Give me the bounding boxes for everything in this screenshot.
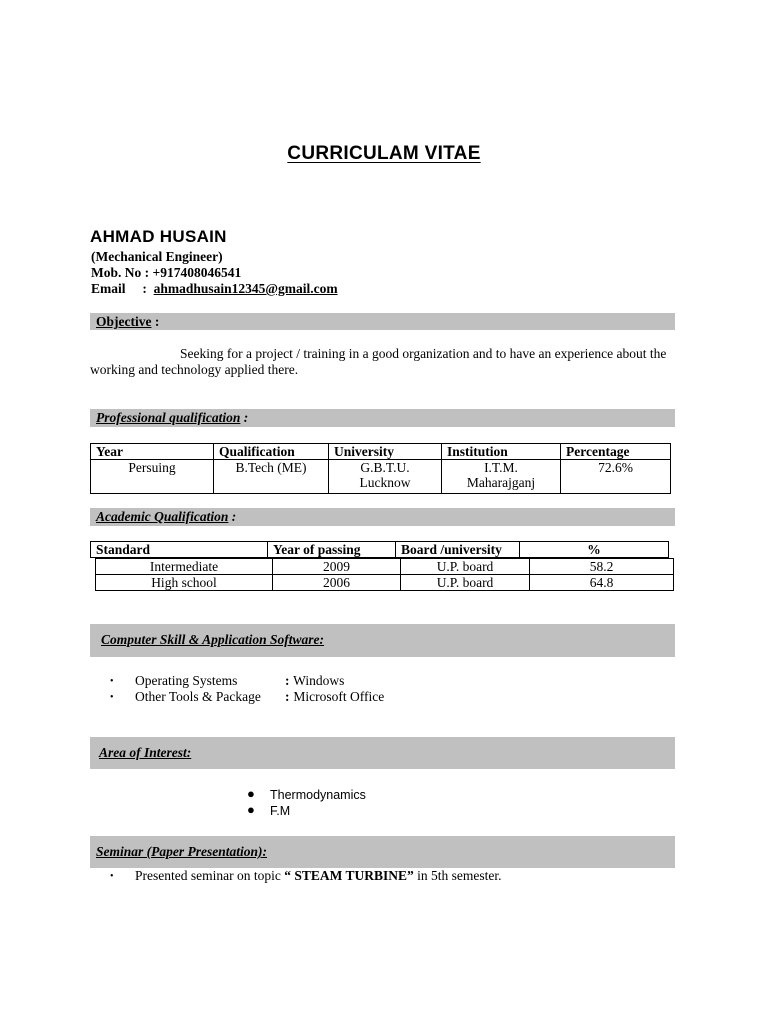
table-header-row [91,542,669,558]
col-percentage: Percentage [561,444,671,460]
academic-header-table [90,541,669,558]
table-row [96,575,674,591]
col-university: University [329,444,442,460]
cell-qualification: B.Tech (ME) [214,460,329,494]
objective-section-bar [90,313,675,330]
academic-table [95,558,674,591]
interest-list [247,787,547,819]
cell-institution: I.T.M. Maharajganj [442,460,561,494]
professional-heading [96,410,248,426]
mobile-label: Mob. No : [91,265,153,280]
cell-board: U.P. board [401,575,530,591]
skill-value: Windows [290,673,345,688]
interest-item: F.M [270,804,291,818]
cell-board: U.P. board [401,559,530,575]
skill-sep: : [285,689,290,704]
interest-heading: Area of Interest: [99,745,192,760]
email-label: Email : [91,281,154,296]
skill-value: Microsoft Office [290,689,385,704]
academic-heading-suffix: : [228,509,237,524]
mobile-line [91,265,241,281]
computer-skills-section-bar [90,624,675,657]
designation: (Mechanical Engineer) [91,249,223,264]
seminar-heading: Seminar (Paper Presentation): [96,844,267,859]
list-item [247,787,547,803]
email-link[interactable]: ahmadhusain12345@gmail.com [153,281,338,296]
professional-heading-suffix: : [240,410,249,425]
email-line [91,281,338,297]
cell-standard: High school [96,575,273,591]
cell-year: 2006 [273,575,401,591]
col-percent: % [520,542,669,558]
computer-skills-list [110,673,510,705]
professional-table [90,443,671,494]
academic-heading [96,509,236,525]
list-item [110,868,670,884]
bullet-icon: ● [247,802,255,817]
bullet-icon: ● [247,786,255,801]
objective-heading [96,314,159,330]
candidate-name: AHMAD HUSAIN [90,227,227,246]
seminar-text [135,868,502,884]
cell-year: 2009 [273,559,401,575]
academic-heading-text: Academic Qualification [96,509,229,524]
mobile-value: +917408046541 [152,265,242,280]
professional-heading-text: Professional qualification [96,410,241,425]
computer-skills-heading: Computer Skill & Application Software: [101,632,325,647]
academic-section-bar [90,508,675,526]
cell-year: Persuing [91,460,214,494]
seminar-suffix: in 5th semester. [413,868,502,883]
list-item [110,689,510,705]
col-institution: Institution [442,444,561,460]
col-year: Year [91,444,214,460]
title-text: CURRICULAM VITAE [287,143,481,164]
seminar-prefix: Presented seminar on topic [135,868,285,883]
col-year-of-passing: Year of passing [268,542,396,558]
col-board: Board /university [396,542,520,558]
interest-item: Thermodynamics [270,788,366,802]
bullet-icon: • [110,871,114,882]
document-title [0,143,768,165]
skill-label: Other Tools & Package [135,689,261,704]
objective-heading-suffix: : [151,314,160,329]
skill-sep: : [285,673,290,688]
table-row [91,460,671,494]
table-header-row [91,444,671,460]
cell-percent: 64.8 [530,575,674,591]
objective-heading-text: Objective [96,314,152,329]
bullet-icon: • [110,676,114,687]
list-item [110,673,510,689]
seminar-topic: “ STEAM TURBINE” [284,868,414,883]
interest-section-bar [90,737,675,769]
table-row [96,559,674,575]
cell-percent: 58.2 [530,559,674,575]
bullet-icon: • [110,692,114,703]
cell-percentage: 72.6% [561,460,671,494]
list-item [247,803,547,819]
cell-university: G.B.T.U. Lucknow [329,460,442,494]
seminar-list [110,868,670,884]
professional-section-bar [90,409,675,427]
objective-text: Seeking for a project / training in a good organization and to have an experience about the working and technology applied there. [90,346,667,377]
skill-label: Operating Systems [135,673,238,688]
cell-standard: Intermediate [96,559,273,575]
col-standard: Standard [91,542,268,558]
col-qualification: Qualification [214,444,329,460]
seminar-section-bar [90,836,675,868]
